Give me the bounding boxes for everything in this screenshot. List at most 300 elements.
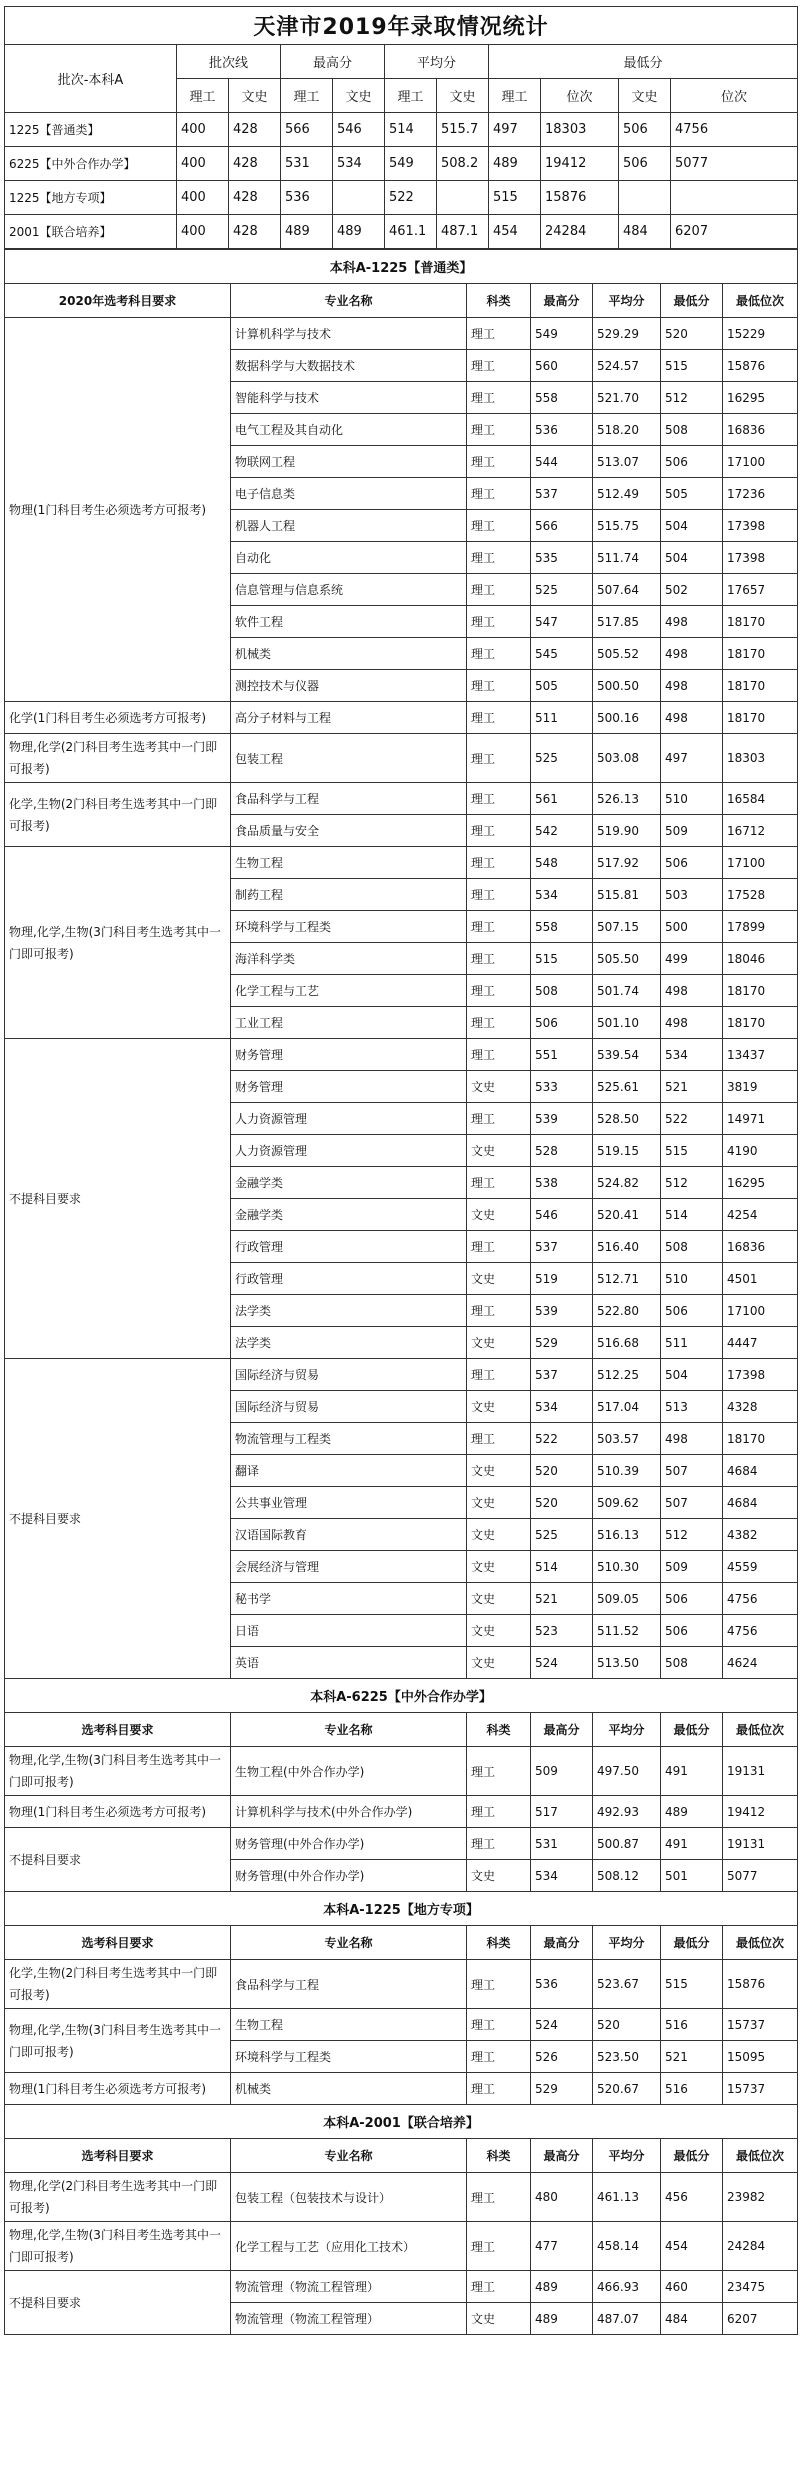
table-cell: 501.10 xyxy=(593,1007,661,1039)
column-header: 最低位次 xyxy=(723,1926,798,1960)
major-name: 物联网工程 xyxy=(231,446,467,478)
table-cell: 534 xyxy=(531,1391,593,1423)
major-name: 机械类 xyxy=(231,638,467,670)
column-header: 科类 xyxy=(467,1926,531,1960)
major-name: 财务管理 xyxy=(231,1071,467,1103)
table-cell: 539.54 xyxy=(593,1039,661,1071)
table-cell: 544 xyxy=(531,446,593,478)
major-name: 信息管理与信息系统 xyxy=(231,574,467,606)
table-cell: 515 xyxy=(661,1135,723,1167)
major-name: 包装工程（包装技术与设计） xyxy=(231,2173,467,2222)
table-cell: 549 xyxy=(531,318,593,350)
major-name: 财务管理 xyxy=(231,1039,467,1071)
table-cell: 504 xyxy=(661,542,723,574)
table-cell: 520 xyxy=(593,2009,661,2041)
table-cell: 4684 xyxy=(723,1487,798,1519)
subject-requirement: 物理,化学,生物(3门科目考生选考其中一门即可报考) xyxy=(5,2009,231,2073)
table-row xyxy=(5,1039,798,1071)
column-header-row xyxy=(5,284,798,318)
table-row xyxy=(5,1796,798,1828)
summary-group-header: 最高分 xyxy=(281,45,385,79)
table-cell: 558 xyxy=(531,382,593,414)
table-cell: 518.20 xyxy=(593,414,661,446)
table-cell: 19131 xyxy=(723,1828,798,1860)
column-header: 最低分 xyxy=(661,2139,723,2173)
major-name: 金融学类 xyxy=(231,1199,467,1231)
table-cell: 17657 xyxy=(723,574,798,606)
major-name: 食品质量与安全 xyxy=(231,815,467,847)
summary-cell: 536 xyxy=(281,181,333,215)
section-title: 本科A-1225【地方专项】 xyxy=(5,1892,798,1926)
table-cell: 512 xyxy=(661,1519,723,1551)
table-cell: 522.80 xyxy=(593,1295,661,1327)
table-cell: 520.67 xyxy=(593,2073,661,2105)
section-title-row xyxy=(5,1679,798,1713)
subject-requirement: 物理,化学,生物(3门科目考生选考其中一门即可报考) xyxy=(5,847,231,1039)
table-cell: 18170 xyxy=(723,1007,798,1039)
table-cell: 537 xyxy=(531,478,593,510)
table-cell: 503 xyxy=(661,879,723,911)
table-cell: 理工 xyxy=(467,879,531,911)
table-cell: 514 xyxy=(531,1551,593,1583)
major-name: 化学工程与工艺 xyxy=(231,975,467,1007)
table-cell: 513.50 xyxy=(593,1647,661,1679)
table-cell: 23475 xyxy=(723,2271,798,2303)
subject-requirement: 不提科目要求 xyxy=(5,1359,231,1679)
summary-row xyxy=(5,215,798,249)
table-cell: 理工 xyxy=(467,2041,531,2073)
column-header: 2020年选考科目要求 xyxy=(5,284,231,318)
major-name: 物流管理（物流工程管理） xyxy=(231,2271,467,2303)
table-cell: 17899 xyxy=(723,911,798,943)
table-cell: 516.40 xyxy=(593,1231,661,1263)
table-cell: 511.52 xyxy=(593,1615,661,1647)
column-header: 最低分 xyxy=(661,1926,723,1960)
table-cell: 理工 xyxy=(467,975,531,1007)
summary-cell: 400 xyxy=(177,147,229,181)
table-cell: 561 xyxy=(531,783,593,815)
table-cell: 18303 xyxy=(723,734,798,783)
table-cell: 理工 xyxy=(467,1828,531,1860)
table-cell: 24284 xyxy=(723,2222,798,2271)
subject-requirement: 物理,化学,生物(3门科目考生选考其中一门即可报考) xyxy=(5,2222,231,2271)
table-cell: 534 xyxy=(531,879,593,911)
table-cell: 文史 xyxy=(467,1199,531,1231)
table-cell: 480 xyxy=(531,2173,593,2222)
table-cell: 489 xyxy=(531,2303,593,2335)
table-cell: 文史 xyxy=(467,1391,531,1423)
table-cell: 理工 xyxy=(467,2009,531,2041)
table-cell: 17398 xyxy=(723,542,798,574)
major-name: 国际经济与贸易 xyxy=(231,1391,467,1423)
table-cell: 512.71 xyxy=(593,1263,661,1295)
table-cell: 489 xyxy=(661,1796,723,1828)
summary-group-header: 平均分 xyxy=(385,45,489,79)
major-name: 汉语国际教育 xyxy=(231,1519,467,1551)
table-cell: 4684 xyxy=(723,1455,798,1487)
table-cell: 理工 xyxy=(467,2271,531,2303)
table-cell: 566 xyxy=(531,510,593,542)
table-cell: 理工 xyxy=(467,1423,531,1455)
section-title-row xyxy=(5,2105,798,2139)
table-cell: 16584 xyxy=(723,783,798,815)
summary-batch-header: 批次-本科A xyxy=(5,45,177,113)
table-cell: 508 xyxy=(661,414,723,446)
major-name: 自动化 xyxy=(231,542,467,574)
subject-requirement: 化学,生物(2门科目考生选考其中一门即可报考) xyxy=(5,1960,231,2009)
column-header: 最低分 xyxy=(661,1713,723,1747)
major-name: 人力资源管理 xyxy=(231,1135,467,1167)
table-cell: 505 xyxy=(661,478,723,510)
table-cell: 理工 xyxy=(467,1167,531,1199)
table-cell: 497.50 xyxy=(593,1747,661,1796)
table-cell: 477 xyxy=(531,2222,593,2271)
table-cell: 515 xyxy=(661,1960,723,2009)
table-row xyxy=(5,2271,798,2303)
summary-cell: 428 xyxy=(229,181,281,215)
summary-batch-name: 2001【联合培养】 xyxy=(5,215,177,249)
major-name: 机械类 xyxy=(231,2073,467,2105)
table-cell: 理工 xyxy=(467,847,531,879)
table-cell: 560 xyxy=(531,350,593,382)
table-cell: 521 xyxy=(661,1071,723,1103)
table-cell: 理工 xyxy=(467,2073,531,2105)
subject-requirement: 物理,化学(2门科目考生选考其中一门即可报考) xyxy=(5,734,231,783)
table-cell: 文史 xyxy=(467,1455,531,1487)
summary-cell: 15876 xyxy=(541,181,619,215)
table-cell: 524.82 xyxy=(593,1167,661,1199)
table-cell: 498 xyxy=(661,1423,723,1455)
summary-cell: 24284 xyxy=(541,215,619,249)
table-cell: 456 xyxy=(661,2173,723,2222)
major-name: 行政管理 xyxy=(231,1231,467,1263)
summary-cell: 522 xyxy=(385,181,437,215)
table-cell: 525.61 xyxy=(593,1071,661,1103)
major-name: 翻译 xyxy=(231,1455,467,1487)
table-cell: 539 xyxy=(531,1295,593,1327)
table-cell: 512.49 xyxy=(593,478,661,510)
major-name: 电子信息类 xyxy=(231,478,467,510)
column-header: 专业名称 xyxy=(231,1713,467,1747)
table-cell: 505.52 xyxy=(593,638,661,670)
major-name: 法学类 xyxy=(231,1327,467,1359)
major-name: 软件工程 xyxy=(231,606,467,638)
major-name: 制药工程 xyxy=(231,879,467,911)
column-header: 最低位次 xyxy=(723,2139,798,2173)
summary-cell xyxy=(437,181,489,215)
summary-sub-header: 理工 xyxy=(281,79,333,113)
major-name: 法学类 xyxy=(231,1295,467,1327)
table-cell: 510 xyxy=(661,783,723,815)
summary-cell: 489 xyxy=(333,215,385,249)
table-cell: 516 xyxy=(661,2073,723,2105)
table-cell: 512.25 xyxy=(593,1359,661,1391)
table-cell: 506 xyxy=(661,1615,723,1647)
table-cell: 理工 xyxy=(467,2173,531,2222)
major-name: 公共事业管理 xyxy=(231,1487,467,1519)
table-cell: 理工 xyxy=(467,1295,531,1327)
table-cell: 524.57 xyxy=(593,350,661,382)
section-title: 本科A-6225【中外合作办学】 xyxy=(5,1679,798,1713)
table-cell: 505.50 xyxy=(593,943,661,975)
summary-sub-header: 文史 xyxy=(333,79,385,113)
summary-cell: 531 xyxy=(281,147,333,181)
table-cell: 15095 xyxy=(723,2041,798,2073)
table-cell: 507.64 xyxy=(593,574,661,606)
table-cell: 525 xyxy=(531,1519,593,1551)
table-cell: 文史 xyxy=(467,1615,531,1647)
major-name: 计算机科学与技术 xyxy=(231,318,467,350)
table-cell: 理工 xyxy=(467,1039,531,1071)
table-row xyxy=(5,2009,798,2041)
table-cell: 18170 xyxy=(723,606,798,638)
table-cell: 理工 xyxy=(467,1231,531,1263)
table-cell: 508 xyxy=(531,975,593,1007)
table-cell: 491 xyxy=(661,1828,723,1860)
table-cell: 519.15 xyxy=(593,1135,661,1167)
summary-cell: 400 xyxy=(177,215,229,249)
table-cell: 546 xyxy=(531,1199,593,1231)
major-name: 生物工程 xyxy=(231,2009,467,2041)
table-cell: 491 xyxy=(661,1747,723,1796)
table-cell: 17236 xyxy=(723,478,798,510)
summary-cell: 506 xyxy=(619,113,671,147)
table-cell: 理工 xyxy=(467,1796,531,1828)
table-cell: 506 xyxy=(531,1007,593,1039)
summary-sub-header: 文史 xyxy=(229,79,281,113)
table-cell: 510 xyxy=(661,1263,723,1295)
table-cell: 18046 xyxy=(723,943,798,975)
summary-cell: 489 xyxy=(489,147,541,181)
column-header: 科类 xyxy=(467,2139,531,2173)
table-cell: 533 xyxy=(531,1071,593,1103)
summary-cell: 484 xyxy=(619,215,671,249)
table-cell: 文史 xyxy=(467,1551,531,1583)
major-name: 化学工程与工艺（应用化工技术） xyxy=(231,2222,467,2271)
column-header: 平均分 xyxy=(593,284,661,318)
detail-table xyxy=(4,249,798,2335)
summary-sub-header: 理工 xyxy=(177,79,229,113)
table-cell: 14971 xyxy=(723,1103,798,1135)
column-header: 专业名称 xyxy=(231,1926,467,1960)
table-cell: 529 xyxy=(531,1327,593,1359)
table-cell: 19412 xyxy=(723,1796,798,1828)
summary-row xyxy=(5,113,798,147)
table-cell: 510.39 xyxy=(593,1455,661,1487)
major-name: 食品科学与工程 xyxy=(231,783,467,815)
subject-requirement: 物理,化学(2门科目考生选考其中一门即可报考) xyxy=(5,2173,231,2222)
table-cell: 理工 xyxy=(467,510,531,542)
major-name: 机器人工程 xyxy=(231,510,467,542)
table-cell: 512 xyxy=(661,1167,723,1199)
summary-cell: 428 xyxy=(229,147,281,181)
major-name: 物流管理与工程类 xyxy=(231,1423,467,1455)
summary-cell: 546 xyxy=(333,113,385,147)
table-cell: 13437 xyxy=(723,1039,798,1071)
table-cell: 17100 xyxy=(723,446,798,478)
table-cell: 499 xyxy=(661,943,723,975)
table-cell: 505 xyxy=(531,670,593,702)
table-cell: 515.81 xyxy=(593,879,661,911)
table-cell: 500.50 xyxy=(593,670,661,702)
table-cell: 17528 xyxy=(723,879,798,911)
subject-requirement: 物理,化学,生物(3门科目考生选考其中一门即可报考) xyxy=(5,1747,231,1796)
table-row xyxy=(5,734,798,783)
column-header: 选考科目要求 xyxy=(5,1713,231,1747)
table-cell: 理工 xyxy=(467,446,531,478)
table-row xyxy=(5,847,798,879)
table-cell: 522 xyxy=(661,1103,723,1135)
summary-cell xyxy=(671,181,798,215)
summary-sub-header: 位次 xyxy=(671,79,798,113)
table-cell: 522 xyxy=(531,1423,593,1455)
table-cell: 4254 xyxy=(723,1199,798,1231)
subject-requirement: 化学,生物(2门科目考生选考其中一门即可报考) xyxy=(5,783,231,847)
table-cell: 理工 xyxy=(467,350,531,382)
summary-sub-header: 理工 xyxy=(385,79,437,113)
summary-cell xyxy=(619,181,671,215)
table-cell: 5077 xyxy=(723,1860,798,1892)
table-cell: 15737 xyxy=(723,2009,798,2041)
table-cell: 500.16 xyxy=(593,702,661,734)
table-cell: 509.62 xyxy=(593,1487,661,1519)
column-header: 专业名称 xyxy=(231,2139,467,2173)
table-cell: 558 xyxy=(531,911,593,943)
major-name: 智能科学与技术 xyxy=(231,382,467,414)
table-cell: 516.13 xyxy=(593,1519,661,1551)
table-cell: 501 xyxy=(661,1860,723,1892)
table-cell: 539 xyxy=(531,1103,593,1135)
table-cell: 理工 xyxy=(467,1359,531,1391)
table-cell: 534 xyxy=(661,1039,723,1071)
table-cell: 537 xyxy=(531,1359,593,1391)
table-cell: 17100 xyxy=(723,1295,798,1327)
table-cell: 17398 xyxy=(723,1359,798,1391)
major-name: 海洋科学类 xyxy=(231,943,467,975)
table-cell: 507 xyxy=(661,1487,723,1519)
section-title-row xyxy=(5,1892,798,1926)
table-cell: 502 xyxy=(661,574,723,606)
table-cell: 511 xyxy=(661,1327,723,1359)
subject-requirement: 物理(1门科目考生必须选考方可报考) xyxy=(5,1796,231,1828)
table-cell: 理工 xyxy=(467,318,531,350)
summary-cell: 4756 xyxy=(671,113,798,147)
table-cell: 498 xyxy=(661,1007,723,1039)
column-header-row xyxy=(5,1926,798,1960)
subject-requirement: 不提科目要求 xyxy=(5,2271,231,2335)
table-cell: 15737 xyxy=(723,2073,798,2105)
table-row xyxy=(5,1359,798,1391)
table-cell: 4447 xyxy=(723,1327,798,1359)
table-cell: 理工 xyxy=(467,702,531,734)
table-row xyxy=(5,2073,798,2105)
table-cell: 535 xyxy=(531,542,593,574)
table-cell: 6207 xyxy=(723,2303,798,2335)
table-cell: 523 xyxy=(531,1615,593,1647)
major-name: 环境科学与工程类 xyxy=(231,2041,467,2073)
table-cell: 理工 xyxy=(467,1747,531,1796)
column-header: 最高分 xyxy=(531,2139,593,2173)
summary-row xyxy=(5,181,798,215)
table-cell: 4756 xyxy=(723,1583,798,1615)
table-cell: 536 xyxy=(531,1960,593,2009)
table-cell: 498 xyxy=(661,606,723,638)
table-cell: 16836 xyxy=(723,1231,798,1263)
table-cell: 4328 xyxy=(723,1391,798,1423)
column-header: 最高分 xyxy=(531,1926,593,1960)
table-cell: 理工 xyxy=(467,606,531,638)
major-name: 生物工程 xyxy=(231,847,467,879)
table-cell: 534 xyxy=(531,1860,593,1892)
table-cell: 文史 xyxy=(467,1583,531,1615)
table-cell: 498 xyxy=(661,638,723,670)
table-cell: 510.30 xyxy=(593,1551,661,1583)
table-cell: 16836 xyxy=(723,414,798,446)
table-cell: 19131 xyxy=(723,1747,798,1796)
table-cell: 551 xyxy=(531,1039,593,1071)
table-cell: 500.87 xyxy=(593,1828,661,1860)
summary-group-header-row xyxy=(5,45,798,79)
table-cell: 理工 xyxy=(467,783,531,815)
table-cell: 529.29 xyxy=(593,318,661,350)
table-cell: 15876 xyxy=(723,1960,798,2009)
summary-group-header: 批次线 xyxy=(177,45,281,79)
summary-sub-header: 理工 xyxy=(489,79,541,113)
table-row xyxy=(5,702,798,734)
table-cell: 458.14 xyxy=(593,2222,661,2271)
table-cell: 498 xyxy=(661,670,723,702)
table-row xyxy=(5,1747,798,1796)
subject-requirement: 物理(1门科目考生必须选考方可报考) xyxy=(5,2073,231,2105)
summary-batch-name: 6225【中外合作办学】 xyxy=(5,147,177,181)
table-cell: 理工 xyxy=(467,478,531,510)
table-cell: 509 xyxy=(531,1747,593,1796)
column-header: 平均分 xyxy=(593,2139,661,2173)
table-cell: 文史 xyxy=(467,1263,531,1295)
summary-batch-name: 1225【地方专项】 xyxy=(5,181,177,215)
table-cell: 文史 xyxy=(467,2303,531,2335)
column-header: 最低分 xyxy=(661,284,723,318)
section-title: 本科A-1225【普通类】 xyxy=(5,250,798,284)
table-cell: 文史 xyxy=(467,1327,531,1359)
column-header: 专业名称 xyxy=(231,284,467,318)
summary-sub-header: 文史 xyxy=(619,79,671,113)
table-cell: 516.68 xyxy=(593,1327,661,1359)
table-cell: 528 xyxy=(531,1135,593,1167)
table-cell: 526.13 xyxy=(593,783,661,815)
major-name: 环境科学与工程类 xyxy=(231,911,467,943)
summary-cell: 506 xyxy=(619,147,671,181)
column-header: 平均分 xyxy=(593,1713,661,1747)
major-name: 金融学类 xyxy=(231,1167,467,1199)
major-name: 包装工程 xyxy=(231,734,467,783)
table-cell: 542 xyxy=(531,815,593,847)
summary-cell: 400 xyxy=(177,113,229,147)
table-cell: 3819 xyxy=(723,1071,798,1103)
table-cell: 4501 xyxy=(723,1263,798,1295)
subject-requirement: 化学(1门科目考生必须选考方可报考) xyxy=(5,702,231,734)
table-cell: 519 xyxy=(531,1263,593,1295)
table-cell: 492.93 xyxy=(593,1796,661,1828)
summary-cell: 428 xyxy=(229,215,281,249)
table-cell: 18170 xyxy=(723,670,798,702)
table-cell: 文史 xyxy=(467,1071,531,1103)
subject-requirement: 不提科目要求 xyxy=(5,1828,231,1892)
summary-cell: 18303 xyxy=(541,113,619,147)
table-cell: 515.75 xyxy=(593,510,661,542)
column-header: 最高分 xyxy=(531,1713,593,1747)
summary-batch-name: 1225【普通类】 xyxy=(5,113,177,147)
